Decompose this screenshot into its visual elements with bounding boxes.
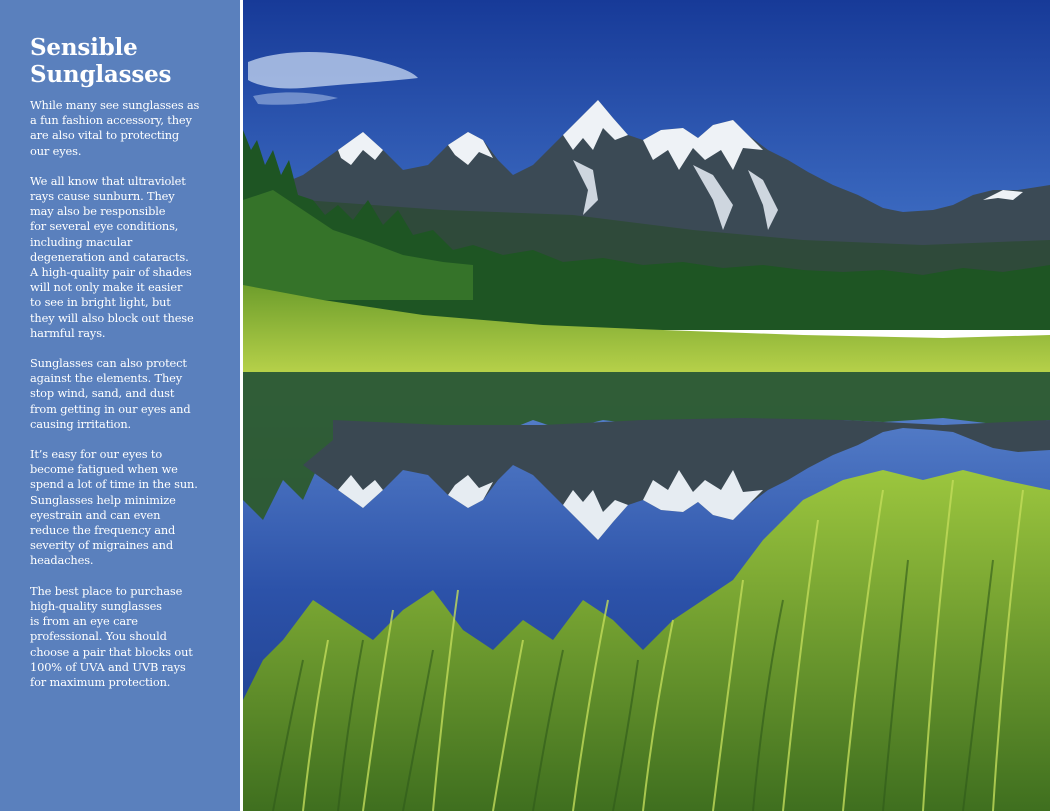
text-line: is from an eye care [30, 614, 138, 629]
text-line: to see in bright light, but [30, 295, 171, 310]
text-line: eyestrain and can even [30, 507, 161, 522]
text-line: including macular [30, 234, 133, 249]
text-line: It’s easy for our eyes to [30, 447, 163, 462]
text-line: our eyes. [30, 143, 82, 158]
text-line: harmful rays. [30, 325, 106, 340]
text-line: severity of migraines and [30, 538, 174, 553]
paragraph-eyestrain [30, 447, 218, 569]
text-line: are also vital to protecting [30, 128, 180, 143]
text-line: for maximum protection. [30, 674, 171, 689]
text-line: We all know that ultraviolet [30, 173, 186, 188]
text-line: degeneration and cataracts. [30, 249, 189, 264]
text-line: reduce the frequency and [30, 523, 176, 538]
text-line: professional. You should [30, 629, 167, 644]
text-line: may also be responsible [30, 204, 166, 219]
text-line: stop wind, sand, and dust [30, 386, 175, 401]
paragraph-elements [30, 356, 218, 432]
text-line: While many see sunglasses as [30, 98, 200, 112]
landscape-photo [243, 0, 1050, 811]
mountain-lake-illustration [243, 0, 1050, 811]
text-line: causing irritation. [30, 416, 131, 431]
text-line: they will also block out these [30, 310, 194, 325]
text-line: for several eye conditions, [30, 219, 179, 234]
text-line: Sunglasses can also protect [30, 356, 187, 371]
text-line: spend a lot of time in the sun. [30, 477, 198, 492]
text-line: high-quality sunglasses [30, 598, 162, 613]
text-line: 100% of UVA and UVB rays [30, 659, 186, 674]
paragraph-intro [30, 98, 218, 159]
title-line: Sunglasses [30, 61, 172, 88]
paragraph-uv-rays [30, 174, 218, 341]
text-line: choose a pair that blocks out [30, 644, 193, 659]
text-line: become fatigued when we [30, 462, 178, 477]
text-line: headaches. [30, 553, 94, 568]
text-line: against the elements. They [30, 371, 183, 386]
sidebar-panel [0, 0, 240, 811]
paragraph-purchase [30, 584, 218, 690]
text-line: rays cause sunburn. They [30, 189, 175, 204]
text-line: from getting in our eyes and [30, 401, 191, 416]
text-line: Sunglasses help minimize [30, 492, 176, 507]
text-line: will not only make it easier [30, 280, 183, 295]
title-line: Sensible [30, 34, 138, 61]
text-line: a fun fashion accessory, they [30, 113, 192, 128]
text-line: The best place to purchase [30, 583, 183, 598]
text-line: A high-quality pair of shades [30, 265, 192, 280]
page-title [30, 34, 218, 88]
